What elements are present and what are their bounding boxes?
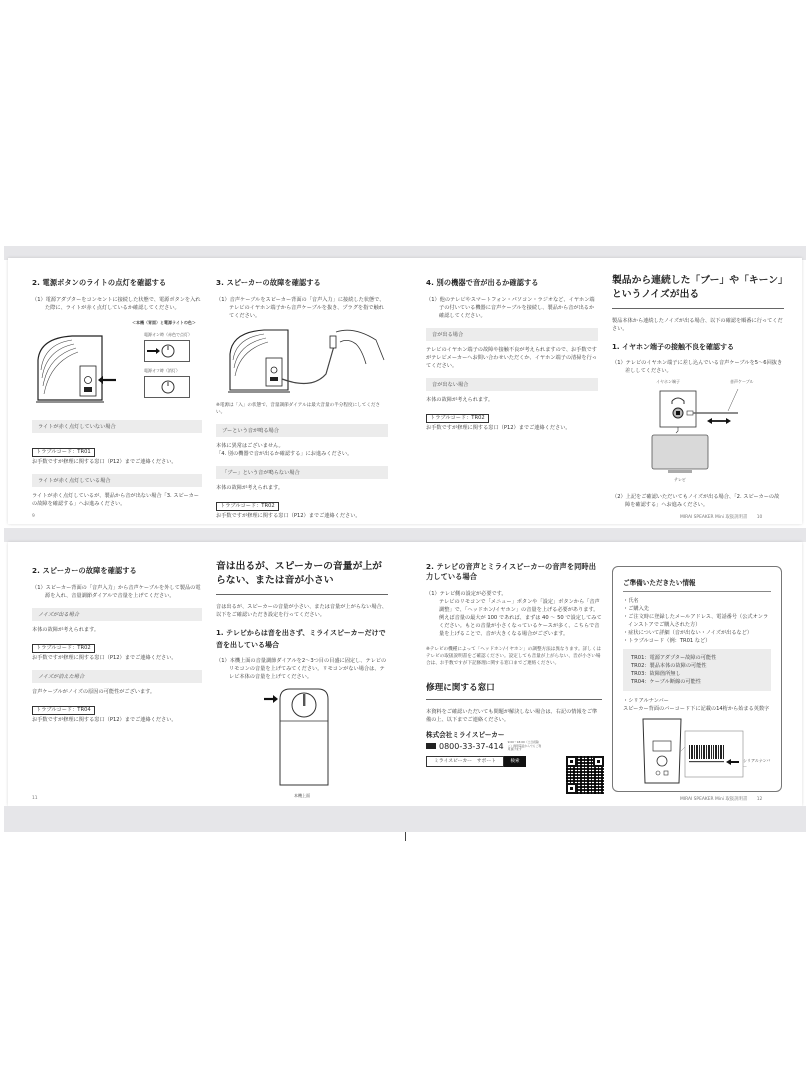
step-1: （1）電源アダプターをコンセントに接続した状態で、電源ボタンを入れた際に、ライトが赤く点灯しているか確認してください。	[32, 297, 201, 311]
power-on-label: 電源オン時（赤色で点灯）	[144, 332, 192, 337]
case-text: ライトが赤く点灯しているが、製品から音が出ない場合「3. スピーカーの故障を確認する」へお進みください。	[32, 493, 199, 507]
free-dial-icon	[426, 743, 436, 749]
trouble-code-badge: トラブルコード：TR02	[32, 644, 95, 653]
info-box-column	[612, 566, 782, 792]
earphone-jack-illustration	[612, 379, 784, 483]
phone-number[interactable]: 0800-33-37-414	[439, 741, 504, 751]
prepare-info-box	[612, 566, 782, 792]
info-item: ・症状について詳細（音が出ない・ノイズが出るなど）	[623, 630, 753, 636]
section-other-device	[426, 278, 598, 432]
speaker-top-illustration	[216, 685, 388, 791]
case-text: テレビのイヤホン端子の故障や接触不良が考えられますので、お手数ですがテレビメーカーへお問い合わせいただくか、イヤホン端子の清掃を行ってください。	[426, 347, 597, 369]
section-heading: 2. テレビの音声とミライスピーカーの音声を同時出力している場合	[426, 562, 596, 581]
power-off-label: 電源オフ時（消灯）	[144, 368, 180, 373]
footer-title: MIRAI SPEAKER Mini 取扱説明書	[680, 515, 748, 520]
case-heading-sound: 音が出る場合	[426, 328, 598, 341]
repair-contact-title: 修理に関する窓口	[426, 681, 602, 700]
case-heading-noise: ノイズが出る場合	[32, 608, 202, 621]
trouble-code-badge: トラブルコード：TR01	[32, 448, 95, 457]
speaker-back-illustration	[32, 330, 122, 408]
section-speaker-fault	[216, 278, 388, 520]
sub-heading: 1. テレビからは音を出さず、ミライスピーカーだけで音を出している場合	[216, 629, 386, 649]
info-item: ・氏名	[623, 598, 639, 604]
page-gap	[4, 806, 806, 832]
case-text: 音声ケーブルがノイズの原因の可能性がございます。	[32, 689, 156, 695]
case-text: お手数ですが修理に関する窓口（P12）までご連絡ください。	[32, 717, 177, 723]
section-heading: 4. 別の機器で音が出るか確認する	[426, 278, 539, 287]
page-number-right: 10	[756, 515, 763, 520]
tv-label: テレビ	[674, 477, 686, 482]
page-gap	[4, 528, 806, 542]
legend-title: ＜本機（背面）と電源ライトの色＞	[132, 320, 196, 325]
section-title: 製品から連続した「ブー」や「キーン」というノイズが出る	[612, 274, 784, 309]
trouble-code-badge: トラブルコード：TR04	[32, 706, 95, 715]
page-number-left: 11	[32, 796, 38, 801]
power-on-button-icon	[144, 340, 190, 362]
section-heading: 2. 電源ボタンのライトの点灯を確認する	[32, 278, 167, 287]
cable-label: 音声ケーブル	[730, 379, 754, 384]
search-input[interactable]: ミライスピーカー サポート	[426, 756, 504, 767]
power-off-button-icon	[144, 376, 190, 398]
note-text: ※テレビの機種によって「ヘッドホン/イヤホン」の調整方法は異なります。詳しくはテレビの取扱説明書をご確認ください。設定しても音量が上がらない、音が小さい場合は、お手数ですが下記修理に関する窓口までご連絡ください。	[426, 647, 601, 666]
page-fold-mark	[405, 832, 406, 841]
case-text: 本体の故障が考えられます。	[216, 485, 284, 491]
step-1: （1）他のテレビやスマートフォン・パソコン・ラジオなど、イヤホン端子の付いている機器に音声ケーブルを接続し、製品から音が出るか確認してください。	[426, 297, 595, 319]
footer-title: MIRAI SPEAKER Mini 取扱説明書	[680, 797, 748, 802]
code-entry: TR02：製品本体の故障の可能性	[631, 663, 707, 669]
serial-title: ・シリアルナンバー	[623, 698, 669, 704]
case-text: お手数ですが修理に関する窓口（P12）までご連絡ください。	[426, 425, 571, 431]
trouble-code-badge: トラブルコード：TR02	[216, 502, 279, 511]
phone-row	[426, 741, 602, 752]
section-heading: 2. スピーカーの故障を確認する	[32, 566, 137, 575]
case-text: 本体に異常はございません。	[216, 443, 284, 449]
page-footer	[680, 514, 762, 520]
trouble-code-badge: トラブルコード：TR02	[426, 414, 489, 423]
qr-code[interactable]	[566, 756, 604, 794]
case-heading-no-buzz: 「ブー」という音が鳴らない場合	[216, 466, 388, 479]
cable-touch-illustration	[216, 324, 388, 396]
info-item: ・トラブルコード（例：TR01 など）	[623, 638, 711, 644]
power-light-illustration	[32, 320, 202, 412]
serial-illustration	[623, 713, 771, 785]
illustration-caption: 本機上面	[294, 793, 310, 798]
section-title: 音は出るが、スピーカーの音量が上がらない、または音が小さい	[216, 560, 388, 595]
intro-text: 製品本体から連続したノイズが出る場合、以下の確認を順番に行ってください。	[612, 318, 783, 332]
section-heading: 3. スピーカーの故障を確認する	[216, 278, 321, 287]
box-title: ご準備いただきたい情報	[623, 577, 771, 592]
page-number-left: 9	[32, 514, 35, 519]
case-heading-noise-gone: ノイズが消えた場合	[32, 670, 202, 683]
step-2: （2）上記をご確認いただいてもノイズが出る場合、「2. スピーカーの故障を確認する」へお進みください。	[612, 494, 780, 508]
section-noise	[612, 274, 784, 509]
case-heading-buzz: ブーという音が鳴る場合	[216, 424, 388, 437]
note-text: ※電源は「入」の状態で、音量調節ダイアルは最大音量の半分程度にしてください。	[216, 403, 381, 415]
section-speaker-fault-noise	[32, 566, 202, 724]
page-footer	[680, 796, 762, 802]
case-text: 「4. 別の機器で音が出るか確認する」にお進みください。	[216, 451, 353, 457]
case-text: お手数ですが修理に関する窓口（P12）までご連絡ください。	[32, 655, 177, 661]
spread-pages-11-12	[8, 542, 802, 806]
case-text: お手数ですが修理に関する窓口（P12）までご連絡ください。	[216, 513, 361, 519]
trouble-code-list	[623, 649, 771, 691]
sub-heading: 1. イヤホン端子の接触不良を確認する	[612, 343, 734, 351]
case-text: 本体の故障が考えられます。	[32, 627, 100, 633]
section-low-volume	[216, 560, 388, 799]
code-entry: TR04：ケーブル断線の可能性	[631, 679, 701, 685]
case-text: 本体の故障が考えられます。	[426, 397, 494, 403]
case-heading-light-off: ライトが赤く点灯していない場合	[32, 420, 202, 433]
tv-jack-diagram	[612, 385, 784, 481]
code-entry: TR03：故障箇所無し	[631, 671, 681, 677]
jack-label: イヤホン端子	[656, 379, 680, 384]
step-1-detail: テレビのリモコンで「メニュー」ボタンや「設定」ボタンから「音声調整」で、「ヘッドホン/イヤホン」の音量を上げる必要があります。例えば音量の最大が 100 であれば、まずは 40 〜 50 で設定してみてください。もとの音量が小さくなっているケースが多く、こちらで音量を上げることで、音が大きくなる場合がございます。	[439, 599, 602, 637]
step-1: （1）テレビ側の設定が必要です。	[426, 591, 507, 597]
step-1: （1）テレビのイヤホン端子に差し込んでいる音声ケーブルを5〜6回抜き差ししてください。	[612, 360, 783, 374]
case-text: お手数ですが修理に関する窓口（P12）までご連絡ください。	[32, 459, 177, 465]
page-number-right: 12	[756, 797, 763, 802]
section-simultaneous-output	[426, 562, 602, 767]
repair-text: 本資料をご確認いただいても問題が解決しない場合は、右記の情報をご準備の上、以下までご連絡ください。	[426, 709, 598, 723]
info-item: ・ご注文時に登録したメールアドレス、電話番号（公式オンラインストアでご購入された方）	[623, 614, 769, 628]
section-power-light	[32, 278, 202, 508]
serial-text: スピーカー背面のバーコード下に記載の14桁から始まる英数字	[623, 706, 770, 712]
code-entry: TR01：電源アダプター故障の可能性	[631, 655, 717, 661]
hours-text: 9:00〜18:00（土日祝除く）携帯電話からでもご利用頂けます	[507, 740, 542, 752]
speaker-barcode-illustration	[623, 715, 773, 787]
serial-number-label: シリアルナンバー	[743, 758, 771, 769]
step-1: （1）スピーカー背面の「音声入力」から音声ケーブルを外して製品の電源を入れ、音量調節ダイアルで音量を上げてください。	[32, 585, 201, 599]
intro-text: 音は出るが、スピーカーの音量が小さい、または音量が上がらない場合、以下をご確認いただき設定を行ってください。	[216, 604, 387, 618]
company-name: 株式会社ミライスピーカー	[426, 731, 505, 739]
case-heading-no-sound: 音が出ない場合	[426, 378, 598, 391]
search-button[interactable]: 検索	[504, 756, 526, 767]
step-1: （1）本機上面の音量調節ダイアルを2〜3つ目の目盛に固定し、テレビのリモコンの音量を上げてみてください。リモコンがない場合は、テレビ本体の音量を上げてください。	[216, 658, 387, 680]
spread-pages-9-10	[8, 258, 802, 524]
info-item: ・ご購入先	[623, 606, 649, 612]
case-heading-light-on: ライトが赤く点灯している場合	[32, 474, 202, 487]
step-1: （1）音声ケーブルをスピーカー背面の「音声入力」に接続した状態で、テレビのイヤホン端子から音声ケーブルを抜き、プラグを指で触れてください。	[216, 297, 385, 319]
